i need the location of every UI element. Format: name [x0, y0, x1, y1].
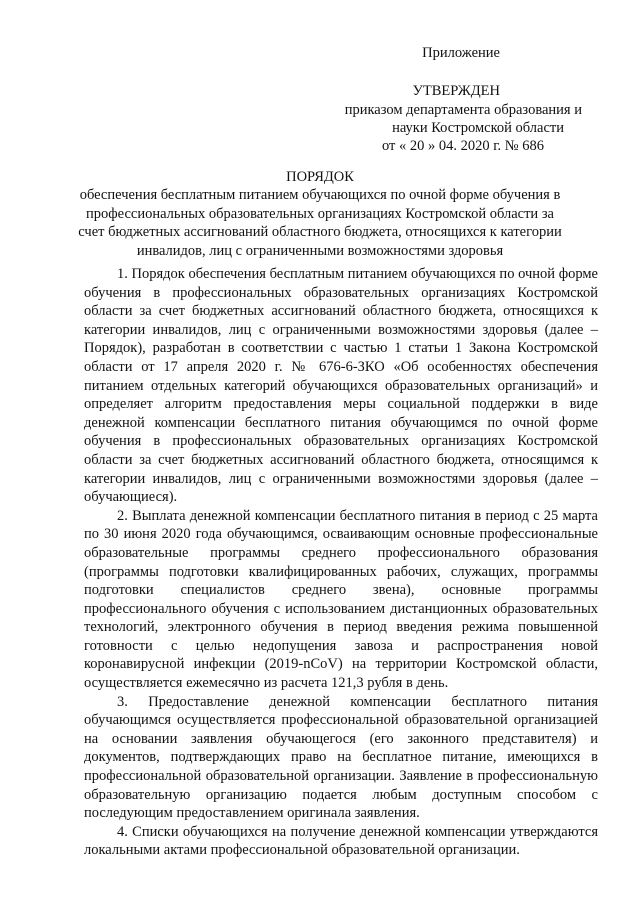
approval-line-2: науки Костромской области: [392, 120, 564, 136]
paragraph-1: 1. Порядок обеспечения бесплатным питанием обучающихся по очной форме обучения в профессиональных образовательных организациях Костромской области за счет бюджетных ассигнований областного бюджета, относящихся к категории инвалидов, лиц с ограниченными возможностями здоровья (далее – Порядок), разработан в соответствии с частью 1 статьи 1 Закона Костромской области от 17 апреля 2020 г. № 676-6-ЗКО «Об особенностях обеспечения питанием отдельных категорий обучающихся образовательных организаций» и определяет алгоритм предоставления меры социальной поддержки в виде денежной компенсации бесплатного питания обучающимся по очной форме обучения в профессиональных образовательных организациях Костромской области за счет бюджетных ассигнований областного бюджета, относящимся к категории инвалидов, лиц с ограниченными возможностями здоровья (далее – обучающиеся).: [84, 266, 598, 506]
document-subtitle: [60, 186, 580, 260]
subtitle-line: профессиональных образовательных организациях Костромской области за: [86, 205, 554, 222]
appendix-label: Приложение: [422, 45, 500, 61]
subtitle-line: обеспечения бесплатным питанием обучающихся по очной форме обучения в: [79, 187, 561, 203]
approval-line-1: приказом департамента образования и: [344, 102, 582, 118]
paragraph-4: 4. Списки обучающихся на получение денежной компенсации утверждаются локальными актами профессиональной образовательной организации.: [84, 823, 598, 859]
paragraph-2: 2. Выплата денежной компенсации бесплатного питания в период с 25 марта по 30 июня 2020 года обучающимся, осваивающим основные профессиональные образовательные программы среднего профессионального образования (программы подготовки квалифицированных рабочих, служащих, программы подготовки специалистов среднего звена), основные программы профессионального обучения с использованием дистанционных образовательных технологий, электронного обучения в период введения режима повышенной готовности с целью недопущения завоза и распространения новой коронавирусной инфекции (2019-nCoV) на территории Костромской области, осуществляется ежемесячно из расчета 121,3 рубля в день.: [84, 507, 598, 692]
paragraph-3: 3. Предоставление денежной компенсации бесплатного питания обучающимся осуществляется профессиональной образовательной организацией на основании заявления обучающегося (его законного представителя) и документов, подтверждающих право на бесплатное питание, имеющихся в профессиональной образовательной организации. Заявление в профессиональную образовательную организацию подается любым доступным способом с последующим предоставлением оригинала заявления.: [84, 693, 598, 822]
document-title: ПОРЯДОК: [286, 169, 354, 185]
document-body: [84, 265, 598, 860]
subtitle-line: счет бюджетных ассигнований областного бюджета, относящихся к категории: [78, 224, 562, 241]
approval-date-line: от « 20 » 04. 2020 г. № 686: [381, 138, 544, 154]
subtitle-line: инвалидов, лиц с ограниченными возможностями здоровья: [136, 242, 504, 259]
approved-label: УТВЕРЖДЕН: [412, 83, 500, 99]
